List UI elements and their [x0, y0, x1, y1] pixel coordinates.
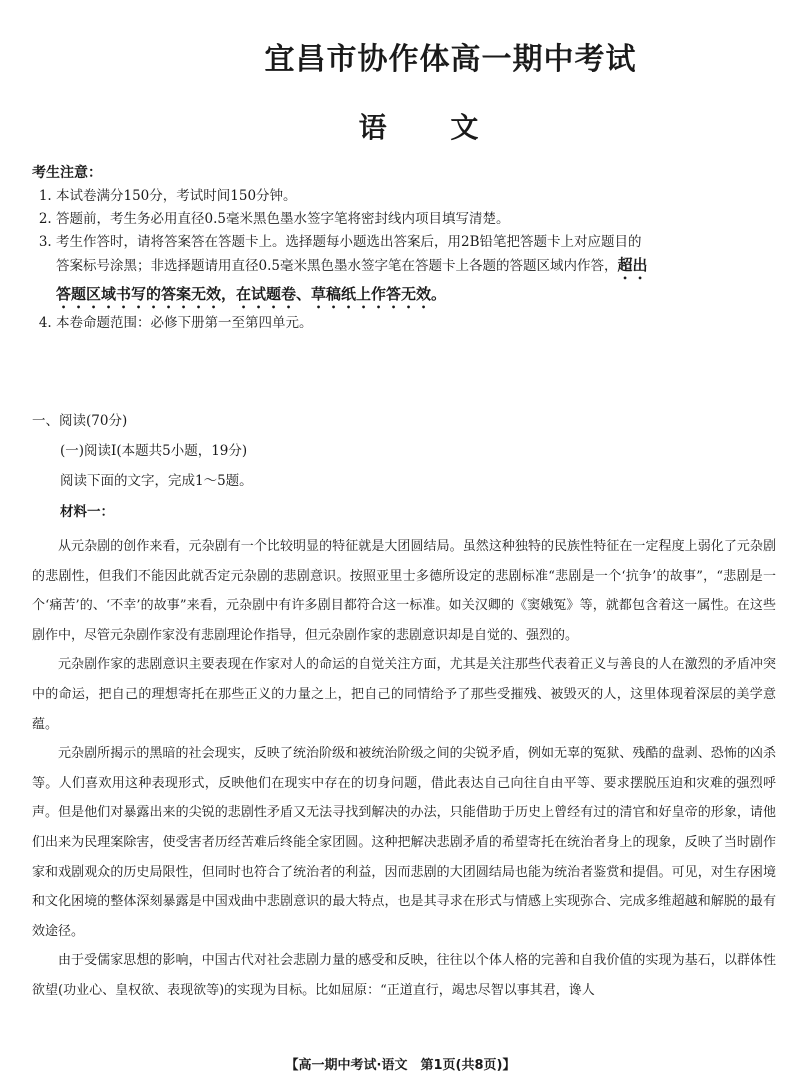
candidate-notice — [32, 162, 652, 335]
paragraph: 由于受儒家思想的影响，中国古代对社会悲剧力量的感受和反映，往往以个体人格的完善和自我价值的实现为基石，以群体性欲望(功业心、皇权欲、表现欲等)的实现为目标。比如屈原：“正道直行，竭忠尽智以事其君，谗人 — [32, 953, 776, 998]
notice-item-1: 1. 本试卷满分150分，考试时间150分钟。 — [56, 185, 652, 208]
exam-title: 宜昌市协作体高一期中考试 — [264, 42, 637, 77]
reading-instruction: 阅读下面的文字，完成1～5题。 — [60, 473, 253, 489]
notice-heading: 考生注意： — [32, 165, 102, 181]
material-text — [32, 532, 776, 1006]
paragraph: 元杂剧作家的悲剧意识主要表现在作家对人的命运的自觉关注方面，尤其是关注那些代表着正义与善良的人在激烈的矛盾冲突中的命运，把自己的理想寄托在那些正义的力量之上，把自己的同情给予了那些受摧残、被毁灭的人，这里体现着深层的美学意蕴。 — [32, 657, 776, 732]
subject-title: 语 文 — [358, 111, 479, 144]
paragraph: 元杂剧所揭示的黑暗的社会现实，反映了统治阶级和被统治阶级之间的尖锐矛盾，例如无辜的冤狱、残酷的盘剥、恐怖的凶杀等。人们喜欢用这种表现形式，反映他们在现实中存在的切身问题，借此表达自己向往自由平等、要求摆脱压迫和灾难的强烈呼声。但是他们对暴露出来的尖锐的悲剧性矛盾又无法寻找到解决的办法，只能借助于历史上曾经有过的清官和好皇帝的形象，请他们出来为民理案除害，使受害者历经苦难后终能全家团圆。这种把解决悲剧矛盾的希望寄托在统治者身上的现象，反映了当时剧作家和戏剧观众的历史局限性，但同时也符合了统治者的利益，因而悲剧的大团圆结局也能为统治者鉴赏和提倡。可见，对生存困境和文化困境的整体深刻暴露是中国戏曲中悲剧意识的最大特点，也是其寻求在形式与情感上实现弥合、完成多维超越和解脱的最有效途径。 — [32, 746, 776, 939]
notice-emphasis: 超出答题区域书写的答案无效，在试题卷、草稿纸上作答无效。 — [56, 256, 648, 303]
page-footer: 【高一期中考试·语文 第1页(共8页)】 — [285, 1058, 516, 1073]
notice-item-3-text: 考生作答时，请将答案答在答题卡上。选择题每小题选出答案后，用2B铅笔把答题卡上对应题目的答案标号涂黑；非选择题请用直径0.5毫米黑色墨水签字笔在答题卡上各题的答题区域内作答， — [56, 234, 642, 274]
material-label: 材料一： — [60, 504, 114, 520]
notice-item-4: 4. 本卷命题范围：必修下册第一至第四单元。 — [56, 312, 652, 335]
notice-item-2: 2. 答题前，考生务必用直径0.5毫米黑色墨水签字笔将密封线内项目填写清楚。 — [56, 208, 652, 231]
section-title: 一、阅读(70分) — [32, 413, 128, 429]
reading-part-title: (一)阅读Ⅰ(本题共5小题，19分) — [60, 443, 248, 459]
notice-item-3 — [56, 231, 652, 312]
notice-list — [32, 185, 652, 335]
paragraph: 从元杂剧的创作来看，元杂剧有一个比较明显的特征就是大团圆结局。虽然这种独特的民族性特征在一定程度上弱化了元杂剧的悲剧性，但我们不能因此就否定元杂剧的悲剧意识。按照亚里士多德所设定的悲剧标准“悲剧是一个‘抗争’的故事”，“悲剧是一个‘痛苦’的、‘不幸’的故事”来看，元杂剧中有许多剧目都符合这一标准。如关汉卿的《窦娥冤》等，就都包含着这一属性。在这些剧作中，尽管元杂剧作家没有悲剧理论作指导，但元杂剧作家的悲剧意识却是自觉的、强烈的。 — [32, 539, 776, 643]
